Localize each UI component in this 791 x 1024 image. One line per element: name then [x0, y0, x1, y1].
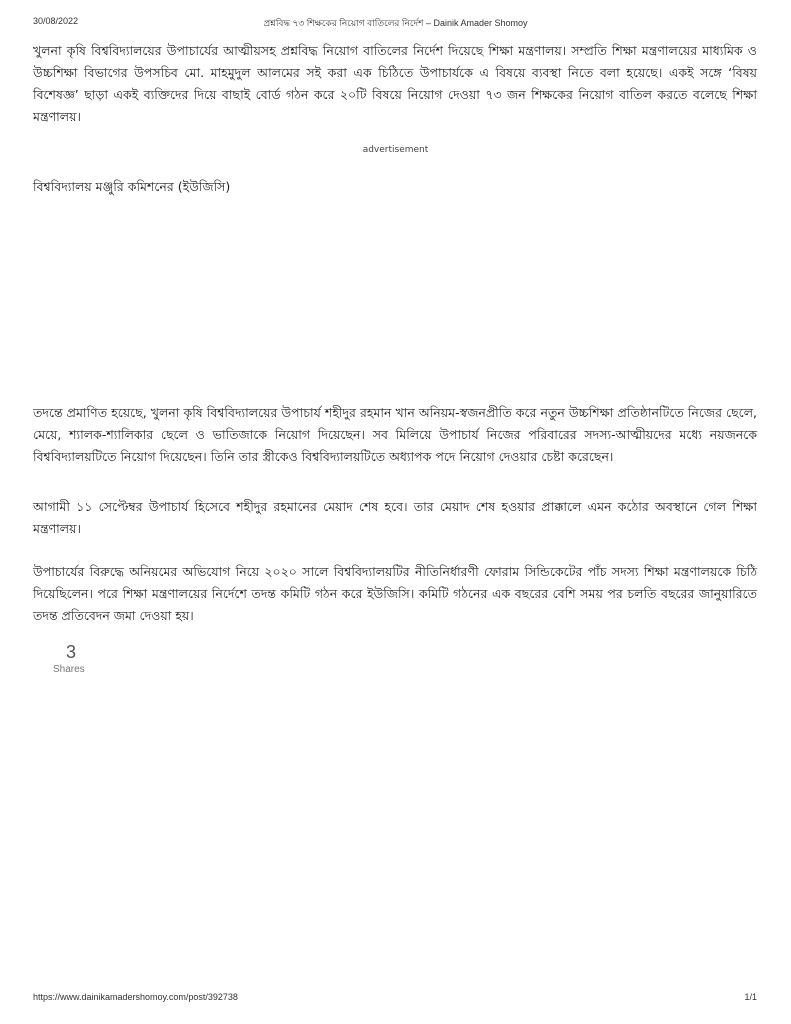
share-label: Shares: [53, 664, 85, 675]
advertisement-label: advertisement: [362, 145, 429, 155]
article-paragraph: খুলনা কৃষি বিশ্ববিদ্যালয়ের উপাচার্যের আত্মীয়সহ প্রশ্নবিদ্ধ নিয়োগ বাতিলের নির্দেশ দিয়েছে শিক্ষা মন্ত্রণালয়। সম্প্রতি শিক্ষা মন্ত্রণালয়ের মাধ্যমিক ও উচ্চশিক্ষা বিভাগের উপসচিব মো. মাহমুদুল আলমের সই করা এক চিঠিতে উপাচার্যকে এ বিষয়ে ব্যবস্থা নিতে বলা হয়েছে। একই সঙ্গে ‘বিষয় বিশেষজ্ঞ’ ছাড়া একই ব্যক্তিদের দিয়ে বাছাই বোর্ড গঠন করে ২০টি বিষয়ে নিয়োগ দেওয়া ৭৩ জন শিক্ষকের নিয়োগ বাতিল করতে বলেছে শিক্ষা মন্ত্রণালয়।: [33, 43, 757, 124]
article-paragraph: তদন্তে প্রমাণিত হয়েছে, খুলনা কৃষি বিশ্ববিদ্যালয়ের উপাচার্য শহীদুর রহমান খান অনিয়ম-স্বজনপ্রীতি করে নতুন উচ্চশিক্ষা প্রতিষ্ঠানটিতে নিজের ছেলে, মেয়ে, শ্যালক-শ্যালিকার ছেলে ও ভাতিজাকে নিয়োগ দিয়েছেন। সব মিলিয়ে উপাচার্য নিজের পরিবারের সদস্য-আত্মীয়দের মধ্যে নয়জনকে বিশ্ববিদ্যালয়টিতে নিয়োগ দিয়েছেন। তিনি তার স্ত্রীকেও বিশ্ববিদ্যালয়টিতে অধ্যাপক পদে নিয়োগ দেওয়ার চেষ্টা করেছেন।: [33, 405, 757, 464]
print-date: 30/08/2022: [33, 16, 79, 26]
article-paragraph: আগামী ১১ সেপ্টেম্বর উপাচার্য হিসেবে শহীদুর রহমানের মেয়াদ শেষ হবে। তার মেয়াদ শেষ হওয়ার প্রাক্কালে এমন কঠোর অবস্থানে গেল শিক্ষা মন্ত্রণালয়।: [33, 499, 757, 536]
article-paragraph: উপাচার্যের বিরুদ্ধে অনিয়মের অভিযোগ নিয়ে ২০২০ সালে বিশ্ববিদ্যালয়টির নীতিনির্ধারণী ফোরাম সিন্ডিকেটের পাঁচ সদস্য শিক্ষা মন্ত্রণালয়কে চিঠি দিয়েছিলেন। পরে শিক্ষা মন্ত্রণালয়ের নির্দেশে তদন্ত কমিটি গঠন করে ইউজিসি। কমিটি গঠনের এক বছরের বেশি সময় পর চলতি বছরের জানুয়ারিতে তদন্ত প্রতিবেদন জমা দেওয়া হয়।: [33, 564, 757, 623]
page-url: https://www.dainikamadershomoy.com/post/392738: [33, 992, 238, 1002]
page-title: প্রশ্নবিদ্ধ ৭৩ শিক্ষকের নিয়োগ বাতিলের নির্দেশ – Dainik Amader Shomoy: [263, 18, 528, 28]
page-number: 1/1: [744, 992, 757, 1002]
article-subheading: বিশ্ববিদ্যালয় মঞ্জুরি কমিশনের (ইউজিসি): [33, 179, 231, 194]
share-count: 3: [66, 642, 77, 662]
